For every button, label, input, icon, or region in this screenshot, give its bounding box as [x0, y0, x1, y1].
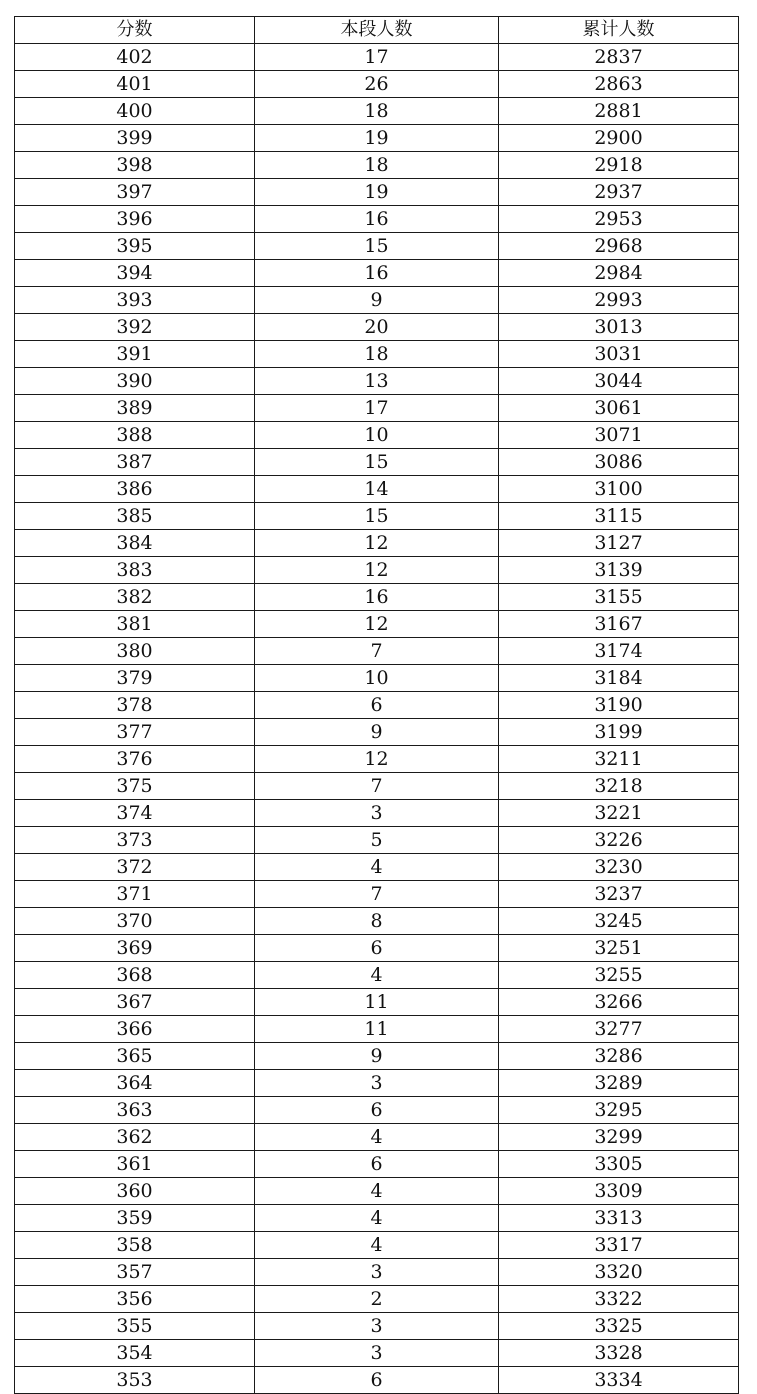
cell-score: 383: [15, 557, 255, 584]
cell-segment-count: 9: [255, 287, 499, 314]
cell-score: 358: [15, 1232, 255, 1259]
cell-cumulative-count: 2993: [499, 287, 739, 314]
cell-score: 394: [15, 260, 255, 287]
table-row: [15, 1178, 739, 1205]
table-row: [15, 854, 739, 881]
cell-segment-count: 3: [255, 1340, 499, 1367]
table-row: [15, 557, 739, 584]
score-distribution-sheet: [14, 16, 738, 1394]
cell-segment-count: 12: [255, 530, 499, 557]
cell-segment-count: 6: [255, 1367, 499, 1394]
header-cumulative-count: 累计人数: [499, 17, 739, 44]
cell-score: 387: [15, 449, 255, 476]
cell-segment-count: 7: [255, 881, 499, 908]
cell-segment-count: 15: [255, 503, 499, 530]
cell-segment-count: 12: [255, 557, 499, 584]
cell-cumulative-count: 3167: [499, 611, 739, 638]
table-row: [15, 584, 739, 611]
cell-score: 380: [15, 638, 255, 665]
cell-cumulative-count: 3255: [499, 962, 739, 989]
cell-segment-count: 18: [255, 152, 499, 179]
cell-cumulative-count: 3071: [499, 422, 739, 449]
cell-score: 385: [15, 503, 255, 530]
cell-cumulative-count: 3139: [499, 557, 739, 584]
table-row: [15, 1205, 739, 1232]
table-row: [15, 1286, 739, 1313]
cell-segment-count: 11: [255, 989, 499, 1016]
cell-score: 372: [15, 854, 255, 881]
cell-score: 371: [15, 881, 255, 908]
cell-cumulative-count: 3184: [499, 665, 739, 692]
cell-cumulative-count: 3218: [499, 773, 739, 800]
cell-cumulative-count: 2953: [499, 206, 739, 233]
cell-cumulative-count: 3322: [499, 1286, 739, 1313]
table-row: [15, 1016, 739, 1043]
cell-score: 365: [15, 1043, 255, 1070]
cell-segment-count: 3: [255, 1259, 499, 1286]
header-score: 分数: [15, 17, 255, 44]
cell-segment-count: 17: [255, 395, 499, 422]
table-row: [15, 206, 739, 233]
cell-cumulative-count: 2837: [499, 44, 739, 71]
table-row: [15, 503, 739, 530]
cell-cumulative-count: 3334: [499, 1367, 739, 1394]
cell-cumulative-count: 3295: [499, 1097, 739, 1124]
cell-segment-count: 5: [255, 827, 499, 854]
cell-score: 389: [15, 395, 255, 422]
table-row: [15, 665, 739, 692]
cell-segment-count: 3: [255, 1070, 499, 1097]
table-row: [15, 179, 739, 206]
table-row: [15, 1124, 739, 1151]
table-row: [15, 719, 739, 746]
cell-cumulative-count: 3013: [499, 314, 739, 341]
table-row: [15, 800, 739, 827]
cell-score: 402: [15, 44, 255, 71]
header-segment-count: 本段人数: [255, 17, 499, 44]
cell-segment-count: 14: [255, 476, 499, 503]
cell-cumulative-count: 3328: [499, 1340, 739, 1367]
cell-cumulative-count: 3061: [499, 395, 739, 422]
cell-score: 397: [15, 179, 255, 206]
table-row: [15, 638, 739, 665]
cell-segment-count: 4: [255, 1178, 499, 1205]
cell-cumulative-count: 3299: [499, 1124, 739, 1151]
cell-score: 377: [15, 719, 255, 746]
cell-score: 369: [15, 935, 255, 962]
cell-segment-count: 10: [255, 422, 499, 449]
cell-score: 361: [15, 1151, 255, 1178]
table-row: [15, 530, 739, 557]
cell-segment-count: 4: [255, 1205, 499, 1232]
cell-cumulative-count: 3190: [499, 692, 739, 719]
table-row: [15, 692, 739, 719]
cell-score: 384: [15, 530, 255, 557]
cell-score: 367: [15, 989, 255, 1016]
cell-cumulative-count: 3237: [499, 881, 739, 908]
cell-segment-count: 4: [255, 1124, 499, 1151]
cell-segment-count: 18: [255, 98, 499, 125]
cell-segment-count: 13: [255, 368, 499, 395]
cell-score: 382: [15, 584, 255, 611]
cell-cumulative-count: 3305: [499, 1151, 739, 1178]
cell-segment-count: 7: [255, 638, 499, 665]
cell-score: 374: [15, 800, 255, 827]
table-row: [15, 476, 739, 503]
header-row: [15, 17, 739, 44]
cell-segment-count: 6: [255, 692, 499, 719]
cell-segment-count: 11: [255, 1016, 499, 1043]
cell-score: 395: [15, 233, 255, 260]
cell-cumulative-count: 3230: [499, 854, 739, 881]
table-row: [15, 908, 739, 935]
cell-score: 370: [15, 908, 255, 935]
cell-score: 388: [15, 422, 255, 449]
table-row: [15, 827, 739, 854]
cell-cumulative-count: 3245: [499, 908, 739, 935]
cell-score: 399: [15, 125, 255, 152]
cell-score: 392: [15, 314, 255, 341]
cell-segment-count: 4: [255, 962, 499, 989]
cell-cumulative-count: 3313: [499, 1205, 739, 1232]
cell-segment-count: 16: [255, 206, 499, 233]
table-row: [15, 98, 739, 125]
cell-segment-count: 7: [255, 773, 499, 800]
cell-cumulative-count: 3320: [499, 1259, 739, 1286]
cell-score: 400: [15, 98, 255, 125]
cell-cumulative-count: 3277: [499, 1016, 739, 1043]
table-row: [15, 314, 739, 341]
table-row: [15, 1313, 739, 1340]
cell-segment-count: 12: [255, 746, 499, 773]
cell-cumulative-count: 2968: [499, 233, 739, 260]
table-row: [15, 1043, 739, 1070]
cell-segment-count: 4: [255, 1232, 499, 1259]
cell-score: 364: [15, 1070, 255, 1097]
cell-segment-count: 16: [255, 584, 499, 611]
cell-cumulative-count: 2881: [499, 98, 739, 125]
table-row: [15, 611, 739, 638]
cell-segment-count: 10: [255, 665, 499, 692]
cell-cumulative-count: 2918: [499, 152, 739, 179]
cell-cumulative-count: 3226: [499, 827, 739, 854]
cell-cumulative-count: 3086: [499, 449, 739, 476]
cell-segment-count: 9: [255, 1043, 499, 1070]
cell-score: 393: [15, 287, 255, 314]
cell-segment-count: 2: [255, 1286, 499, 1313]
table-row: [15, 1070, 739, 1097]
cell-segment-count: 18: [255, 341, 499, 368]
cell-score: 357: [15, 1259, 255, 1286]
cell-score: 398: [15, 152, 255, 179]
table-row: [15, 152, 739, 179]
table-body: [15, 44, 739, 1394]
table-row: [15, 449, 739, 476]
cell-cumulative-count: 3266: [499, 989, 739, 1016]
cell-segment-count: 6: [255, 935, 499, 962]
cell-cumulative-count: 3127: [499, 530, 739, 557]
cell-score: 366: [15, 1016, 255, 1043]
cell-score: 379: [15, 665, 255, 692]
table-row: [15, 746, 739, 773]
cell-segment-count: 6: [255, 1097, 499, 1124]
table-row: [15, 1097, 739, 1124]
cell-score: 391: [15, 341, 255, 368]
table-row: [15, 44, 739, 71]
cell-segment-count: 15: [255, 233, 499, 260]
cell-cumulative-count: 3221: [499, 800, 739, 827]
table-row: [15, 125, 739, 152]
cell-score: 401: [15, 71, 255, 98]
cell-score: 378: [15, 692, 255, 719]
cell-cumulative-count: 3286: [499, 1043, 739, 1070]
cell-cumulative-count: 3325: [499, 1313, 739, 1340]
cell-cumulative-count: 3174: [499, 638, 739, 665]
cell-cumulative-count: 2900: [499, 125, 739, 152]
cell-score: 353: [15, 1367, 255, 1394]
cell-score: 386: [15, 476, 255, 503]
cell-cumulative-count: 3155: [499, 584, 739, 611]
table-row: [15, 1259, 739, 1286]
cell-cumulative-count: 2863: [499, 71, 739, 98]
cell-score: 396: [15, 206, 255, 233]
table-row: [15, 1367, 739, 1394]
cell-cumulative-count: 3211: [499, 746, 739, 773]
cell-cumulative-count: 2984: [499, 260, 739, 287]
cell-score: 376: [15, 746, 255, 773]
cell-segment-count: 17: [255, 44, 499, 71]
table-row: [15, 395, 739, 422]
cell-segment-count: 19: [255, 125, 499, 152]
table-row: [15, 71, 739, 98]
cell-cumulative-count: 3044: [499, 368, 739, 395]
cell-score: 362: [15, 1124, 255, 1151]
cell-cumulative-count: 3100: [499, 476, 739, 503]
cell-segment-count: 19: [255, 179, 499, 206]
cell-segment-count: 15: [255, 449, 499, 476]
cell-segment-count: 26: [255, 71, 499, 98]
cell-cumulative-count: 3031: [499, 341, 739, 368]
cell-cumulative-count: 3199: [499, 719, 739, 746]
table-row: [15, 233, 739, 260]
cell-score: 354: [15, 1340, 255, 1367]
table-row: [15, 962, 739, 989]
table-row: [15, 422, 739, 449]
cell-score: 373: [15, 827, 255, 854]
cell-score: 368: [15, 962, 255, 989]
cell-score: 375: [15, 773, 255, 800]
table-row: [15, 260, 739, 287]
table-row: [15, 881, 739, 908]
table-row: [15, 773, 739, 800]
cell-cumulative-count: 3317: [499, 1232, 739, 1259]
cell-score: 355: [15, 1313, 255, 1340]
cell-score: 363: [15, 1097, 255, 1124]
cell-cumulative-count: 3289: [499, 1070, 739, 1097]
table-row: [15, 1340, 739, 1367]
cell-score: 356: [15, 1286, 255, 1313]
cell-segment-count: 4: [255, 854, 499, 881]
cell-segment-count: 12: [255, 611, 499, 638]
table-row: [15, 341, 739, 368]
cell-cumulative-count: 3309: [499, 1178, 739, 1205]
table-row: [15, 1232, 739, 1259]
table-row: [15, 368, 739, 395]
table-row: [15, 989, 739, 1016]
cell-score: 359: [15, 1205, 255, 1232]
cell-cumulative-count: 3251: [499, 935, 739, 962]
cell-score: 381: [15, 611, 255, 638]
table-row: [15, 935, 739, 962]
table-row: [15, 287, 739, 314]
cell-segment-count: 20: [255, 314, 499, 341]
cell-score: 360: [15, 1178, 255, 1205]
cell-segment-count: 6: [255, 1151, 499, 1178]
cell-segment-count: 3: [255, 1313, 499, 1340]
cell-segment-count: 3: [255, 800, 499, 827]
cell-segment-count: 16: [255, 260, 499, 287]
cell-segment-count: 8: [255, 908, 499, 935]
score-table: [14, 16, 739, 1394]
cell-segment-count: 9: [255, 719, 499, 746]
table-row: [15, 1151, 739, 1178]
cell-cumulative-count: 2937: [499, 179, 739, 206]
cell-score: 390: [15, 368, 255, 395]
cell-cumulative-count: 3115: [499, 503, 739, 530]
